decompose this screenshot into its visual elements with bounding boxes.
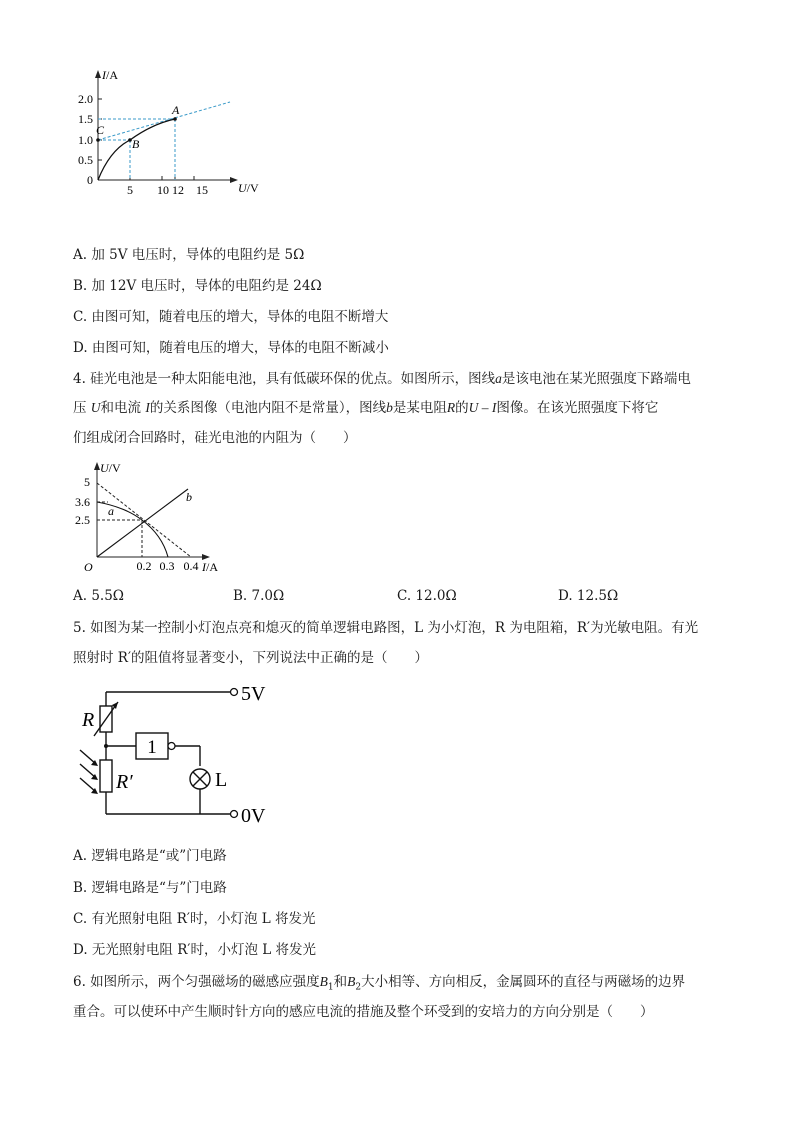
voltage-top-label: 5V <box>241 683 266 705</box>
q4-var-b: b <box>386 400 393 415</box>
q4-option-a: A. 5.5Ω <box>73 588 124 604</box>
q5-option-d: D. 无光照射电阻 R′时，小灯泡 L 将发光 <box>73 942 316 958</box>
q5-option-a: A. 逻辑电路是“或”门电路 <box>73 848 227 864</box>
y-tick-label: 0.5 <box>78 153 93 167</box>
q4-var-u: U <box>90 400 101 415</box>
y-axis-arrow <box>95 70 101 78</box>
q4-text: 的关系图像（电池内阻不是常量），图线 <box>149 400 387 416</box>
x-axis-label: I/A <box>202 560 218 574</box>
not-gate-bubble <box>168 743 175 750</box>
q6-text: 6. 如图所示，两个匀强磁场的磁感应强度 <box>73 974 320 990</box>
logic-circuit <box>72 680 292 830</box>
q5-line-2: 照射时 R′的阻值将显著变小，下列说法中正确的是（ ） <box>73 650 429 666</box>
q4-text: 4. 硅光电池是一种太阳能电池，具有低碳环保的优点。如图所示，图线 <box>73 371 496 387</box>
photoresistor-label: R′ <box>116 771 133 793</box>
q4-option-c: C. 12.0Ω <box>397 588 457 604</box>
q4-var-r: R <box>446 400 456 415</box>
point-a-label: A <box>172 103 180 117</box>
x-tick-label: 15 <box>196 183 208 197</box>
q4-option-d: D. 12.5Ω <box>558 588 619 604</box>
q6-var-b1: B <box>319 974 328 989</box>
lamp-label: L <box>215 769 228 791</box>
q3-option-d: D. 由图可知，随着电压的增大，导体的电阻不断减小 <box>73 340 389 356</box>
x-tick-label: 0.4 <box>183 559 199 573</box>
q6-var-b2: B <box>347 974 356 989</box>
q4-text: 是该电池在某光照强度下路端电 <box>501 371 691 387</box>
q3-option-a: A. 加 5V 电压时，导体的电阻约是 5Ω <box>73 247 305 263</box>
x-axis-label: U/V <box>238 181 259 195</box>
tangent-line <box>98 102 230 140</box>
y-axis-label: U/V <box>100 461 121 475</box>
curve-a-label: a <box>108 504 114 518</box>
x-tick-label: 10 <box>157 183 169 197</box>
terminal-0v <box>231 811 238 818</box>
q4-line-1 <box>73 369 691 389</box>
resistor-r-label: R <box>82 709 95 731</box>
x-tick-label: 5 <box>127 183 133 197</box>
line-b-label: b <box>186 490 192 504</box>
y-tick-label: 1.5 <box>78 112 93 126</box>
rheostat-arrow-head <box>112 702 118 709</box>
q4-var-ui: U – I <box>468 400 497 415</box>
iu-graph <box>80 66 280 201</box>
gate-label: 1 <box>147 737 157 758</box>
x-tick-label: 0.3 <box>159 559 175 573</box>
y-tick-label: 2.5 <box>75 513 90 527</box>
q3-option-c: C. 由图可知，随着电压的增大，导体的电阻不断增大 <box>73 309 389 325</box>
y-tick-label: 3.6 <box>75 495 90 509</box>
terminal-5v <box>231 689 238 696</box>
q6-text: 大小相等、方向相反，金属圆环的直径与两磁场的边界 <box>361 974 686 990</box>
origin-label: O <box>84 560 93 574</box>
x-tick-label: 0.2 <box>136 559 152 573</box>
q6-text: 和 <box>333 974 348 990</box>
x-axis-arrow <box>230 177 238 183</box>
q4-option-b: B. 7.0Ω <box>233 588 285 604</box>
ui-graph <box>70 457 230 577</box>
q4-text: 和电流 <box>100 400 142 416</box>
q4-line-3: 们组成闭合回路时，硅光电池的内阻为（ ） <box>73 430 357 446</box>
q4-var-a: a <box>495 371 502 386</box>
voltage-bottom-label: 0V <box>241 805 266 827</box>
point-a-dot <box>173 117 177 121</box>
junction-dot <box>104 744 108 748</box>
y-tick-label: 5 <box>84 475 90 489</box>
q4-var-i: I <box>145 400 150 415</box>
y-axis-label: I/A <box>102 68 118 82</box>
y-tick-label: 2.0 <box>78 92 93 106</box>
q4-text: 是某电阻 <box>392 400 447 416</box>
q5-option-b: B. 逻辑电路是“与”门电路 <box>73 880 227 896</box>
q5-option-c: C. 有光照射电阻 R′时，小灯泡 L 将发光 <box>73 911 316 927</box>
point-c-label: C <box>96 123 105 137</box>
q6-line-1 <box>73 972 685 998</box>
q3-option-b: B. 加 12V 电压时，导体的电阻约是 24Ω <box>73 278 322 294</box>
point-b-label: B <box>132 137 140 151</box>
x-tick-label: 12 <box>172 183 184 197</box>
q6-line-2: 重合。可以使环中产生顺时针方向的感应电流的措施及整个环受到的安培力的方向分别是（ ） <box>73 1004 654 1020</box>
q6-sub-1: 1 <box>327 982 334 993</box>
y-tick-label: 1.0 <box>78 133 93 147</box>
q5-line-1: 5. 如图为某一控制小灯泡点亮和熄灭的简单逻辑电路图，L 为小灯泡，R 为电阻箱，R′为光敏电阻。有光 <box>73 620 699 636</box>
q4-text: 压 <box>73 400 87 416</box>
q4-line-2 <box>73 398 658 418</box>
q6-sub-2: 2 <box>355 982 362 993</box>
q4-text: 的 <box>455 400 469 416</box>
origin-label: 0 <box>87 173 93 187</box>
q4-text: 图像。在该光照强度下将它 <box>496 400 659 416</box>
point-c-dot <box>96 138 100 142</box>
photoresistor-box <box>100 760 112 792</box>
